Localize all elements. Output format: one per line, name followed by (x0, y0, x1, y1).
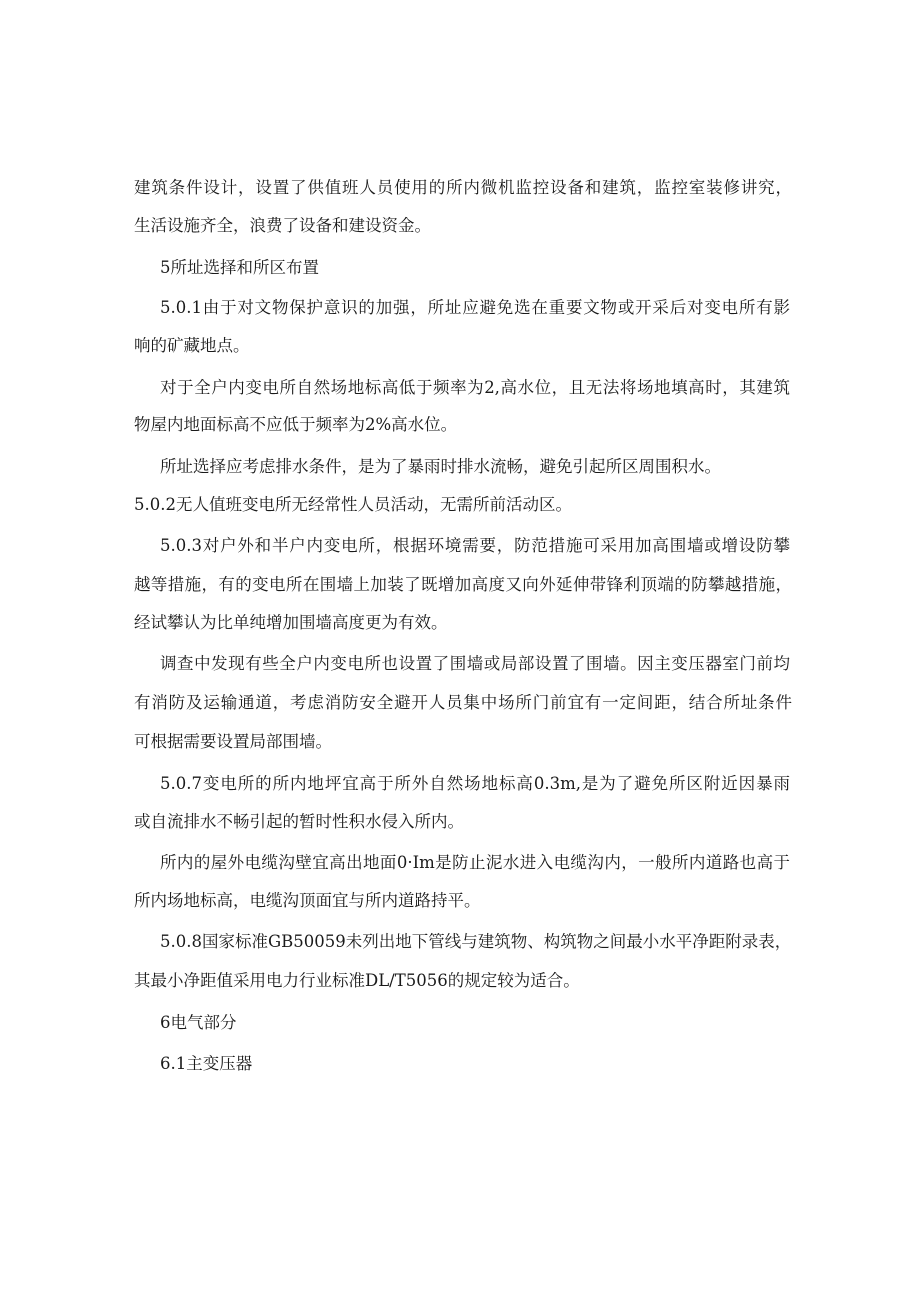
text-line: 建筑条件设计，设置了供值班人员使用的所内微机监控设备和建筑，监控室装修讲究， (134, 178, 792, 197)
text-line: 生活设施齐全，浪费了设备和建设资金。 (134, 216, 431, 235)
text-line: 5.0.2无人值班变电所无经常性人员活动，无需所前活动区。 (134, 495, 572, 514)
section-heading: 5所址选择和所区布置 (160, 258, 319, 277)
text-line: 越等措施，有的变电所在围墙上加装了既增加高度又向外延伸带锋利顶端的防攀越措施， (134, 575, 792, 594)
text-line: 经试攀认为比单纯增加围墙高度更为有效。 (134, 613, 448, 632)
text-line: 其最小净距值采用电力行业标准DL/T5056的规定较为适合。 (134, 971, 580, 990)
subsection-heading: 6.1主变压器 (160, 1054, 253, 1073)
text-line: 5.0.1由于对文物保护意识的加强，所址应避免选在重要文物或开采后对变电所有影 (160, 298, 790, 317)
text-line: 所内场地标高，电缆沟顶面宜与所内道路持平。 (134, 891, 481, 910)
section-heading: 6电气部分 (160, 1013, 237, 1032)
text-line: 或自流排水不畅引起的暂时性积水侵入所内。 (134, 812, 464, 831)
text-line: 所内的屋外电缆沟壁宜高出地面0·Im是防止泥水进入电缆沟内，一般所内道路也高于 (160, 853, 790, 872)
text-line: 对于全户内变电所自然场地标高低于频率为2,高水位，且无法将场地填高时，其建筑 (160, 378, 790, 397)
text-line: 响的矿藏地点。 (134, 336, 250, 355)
text-line: 调查中发现有些全户内变电所也设置了围墙或局部设置了围墙。因主变压器室门前均 (160, 654, 790, 673)
text-line: 5.0.3对户外和半户内变电所，根据环境需要，防范措施可采用加高围墙或增设防攀 (160, 536, 790, 555)
text-line: 物屋内地面标高不应低于频率为2%高水位。 (134, 415, 458, 434)
text-line: 所址选择应考虑排水条件，是为了暴雨时排水流畅，避免引起所区周围积水。 (160, 457, 721, 476)
text-line: 5.0.8国家标准GB50059未列出地下管线与建筑物、构筑物之间最小水平净距附录表， (160, 932, 792, 951)
text-line: 有消防及运输通道，考虑消防安全避开人员集中场所门前宜有一定间距，结合所址条件 (134, 693, 792, 712)
text-line: 可根据需要设置局部围墙。 (134, 732, 332, 751)
text-line: 5.0.7变电所的所内地坪宜高于所外自然场地标高0.3m,是为了避免所区附近因暴雨 (160, 774, 790, 793)
